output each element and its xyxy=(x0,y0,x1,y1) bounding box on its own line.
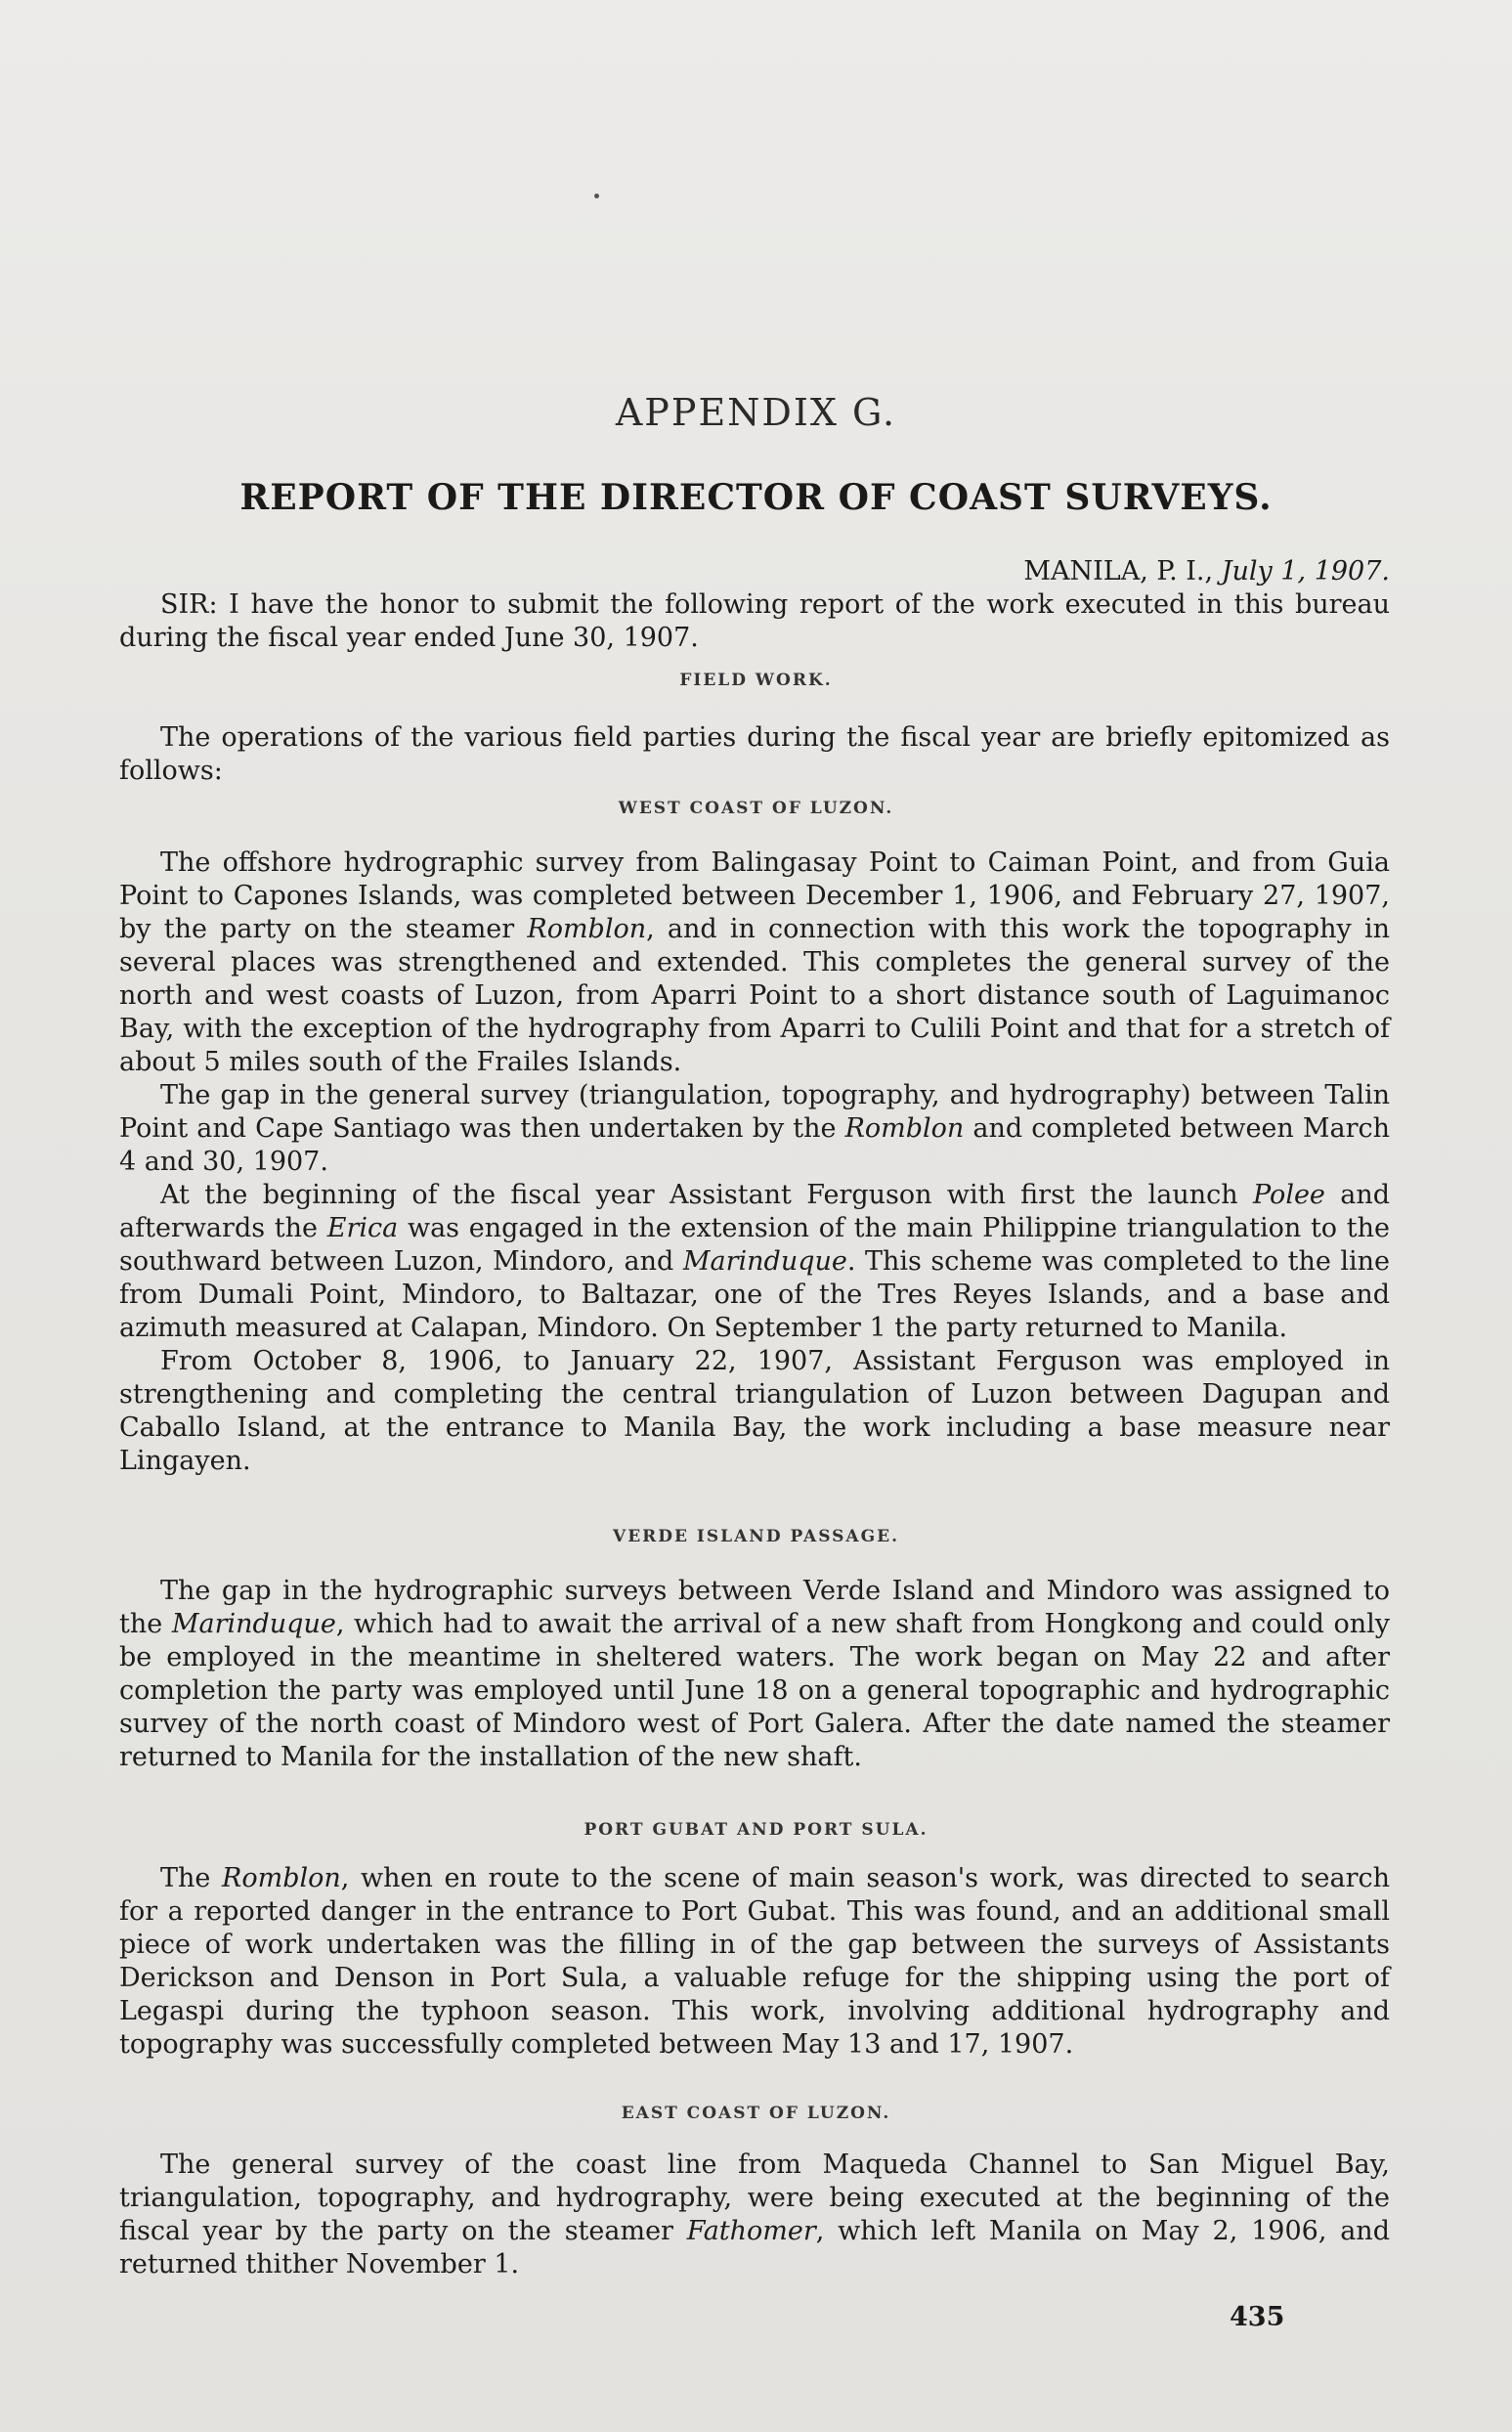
paragraph: The gap in the hydrographic surveys between Verde Island and Mindoro was assigned to the Marinduque, which had to await the arrival of a new shaft from Hongkong and could only be employed in the meantime in sheltered waters. The work began on May 22 and after completion the party was employed until June 18 on a general topographic and hydrographic survey of the north coast of Mindoro west of Port Galera. After the date named the steamer returned to Manila for the installation of the new shaft. xyxy=(119,1576,1390,1772)
paragraph: From October 8, 1906, to January 22, 1907, Assistant Ferguson was employed in strengthening and completing the central triangulation of Luzon between Dagupan and Caballo Island, at the entrance to Manila Bay, the work including a base measure near Lingayen. xyxy=(119,1346,1390,1476)
paragraph: The general survey of the coast line from Maqueda Channel to San Miguel Bay, triangulation, topography, and hydrography, were being executed at the beginning of the fiscal year by the party on the steamer Fathomer, which left Manila on May 2, 1906, and returned thither November 1. xyxy=(119,2150,1390,2280)
section-heading-west-coast: WEST COAST OF LUZON. xyxy=(618,799,894,818)
paragraph: The gap in the general survey (triangulation, topography, and hydrography) between Talin Point and Cape Santiago was then undertaken by the Romblon and completed between March 4 and 30, 1907. xyxy=(119,1080,1390,1177)
intro-block xyxy=(119,721,1390,788)
section-east-coast xyxy=(119,2149,1390,2281)
section-verde-island xyxy=(119,1575,1390,1774)
report-title: REPORT OF THE DIRECTOR OF COAST SURVEYS. xyxy=(239,477,1273,518)
field-work-heading: FIELD WORK. xyxy=(679,671,833,690)
scan-speck xyxy=(594,194,599,198)
paragraph: The offshore hydrographic survey from Balingasay Point to Caiman Point, and from Guia Point to Capones Islands, was completed between December 1, 1906, and February 27, 1907, by the party on the steamer Romblon, and in connection with this work the topography in several places was strengthened and extended. This completes the general survey of the north and west coasts of Luzon, from Aparri Point to a short distance south of Laguimanoc Bay, with the exception of the hydrography from Aparri to Culili Point and that for a stretch of about 5 miles south of the Frailes Islands. xyxy=(119,847,1390,1077)
section-heading-port-gubat: PORT GUBAT AND PORT SULA. xyxy=(583,1820,929,1840)
intro-paragraph: The operations of the various field parties during the fiscal year are briefly epitomized as follows: xyxy=(119,722,1390,786)
paragraph: At the beginning of the fiscal year Assistant Ferguson with first the launch Polee and afterwards the Erica was engaged in the extension of the main Philippine triangulation to the southward between Luzon, Mindoro, and Marinduque. This scheme was completed to the line from Dumali Point, Mindoro, to Baltazar, one of the Tres Reyes Islands, and a base and azimuth measured at Calapan, Mindoro. On September 1 the party returned to Manila. xyxy=(119,1180,1391,1343)
section-heading-east-coast: EAST COAST OF LUZON. xyxy=(621,2104,891,2123)
dateline: MANILA, P. I., July 1, 1907. xyxy=(1023,556,1390,586)
section-heading-verde-island: VERDE ISLAND PASSAGE. xyxy=(613,1527,899,1546)
paragraph: The Romblon, when en route to the scene of main season's work, was directed to search for a reported danger in the entrance to Port Gubat. This was found, and an additional small piece of work undertaken was the filling in of the gap between the surveys of Assistants Derickson and Denson in Port Sula, a valuable refuge for the shipping using the port of Legaspi during the typhoon season. This work, involving additional hydrography and topography was successfully completed between May 13 and 17, 1907. xyxy=(119,1863,1390,2060)
header-block xyxy=(119,555,1390,655)
section-west-coast xyxy=(119,847,1390,1478)
salutation: SIR: I have the honor to submit the following report of the work executed in this bureau during the fiscal year ended June 30, 1907. xyxy=(119,589,1390,653)
appendix-title: APPENDIX G. xyxy=(615,391,897,434)
page-number: 435 xyxy=(1230,2302,1285,2332)
section-port-gubat xyxy=(119,1862,1390,2062)
